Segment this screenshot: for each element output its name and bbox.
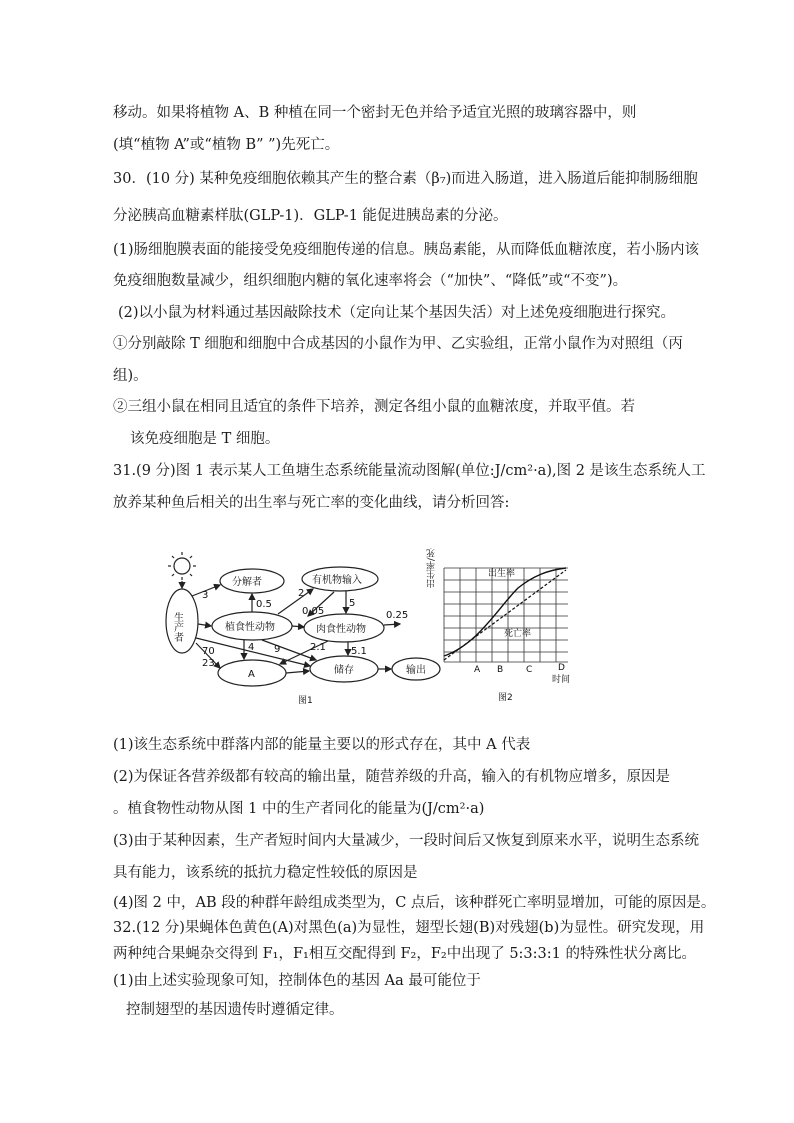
text-line: 。植食物性动物从图 1 中的生产者同化的能量为(J/cm²·a) bbox=[113, 801, 485, 817]
question-31-title: 31.(9 分)图 1 表示某人工鱼塘生态系统能量流动图解(单位:J/cm²·a),图 2 是该生态系统人工 bbox=[113, 463, 706, 479]
value-label: 5.1 bbox=[351, 646, 367, 657]
x-tick: B bbox=[497, 665, 504, 675]
carnivore-label: 肉食性动物 bbox=[316, 624, 366, 635]
text-line: 分泌胰高血糖素样肽(GLP-1)．GLP-1 能促进胰岛素的分泌。 bbox=[113, 208, 508, 224]
text-line: 具有能力，该系统的抵抗力稳定性较低的原因是 bbox=[113, 865, 418, 881]
text-line: (4)图 2 中，AB 段的种群年龄组成类型为，C 点后，该种群死亡率明显增加，可能的原因是。 bbox=[113, 895, 716, 911]
decomposer-label: 分解者 bbox=[232, 577, 262, 588]
value-label: 2 bbox=[298, 588, 305, 599]
x-tick: A bbox=[474, 665, 481, 675]
storage-label: 储存 bbox=[334, 665, 354, 676]
birth-rate-label: 出生率 bbox=[488, 569, 516, 579]
value-label: 70 bbox=[202, 646, 215, 657]
text-line: (1)该生态系统中群落内部的能量主要以的形式存在，其中 A 代表 bbox=[113, 737, 531, 753]
text-line: ②三组小鼠在相同且适宜的条件下培养，测定各组小鼠的血糖浓度，并取平值。若 bbox=[113, 399, 635, 415]
text-line: (填“植物 A”或“植物 B” ”)先死亡。 bbox=[113, 137, 340, 153]
text-line: ①分别敲除 T 细胞和细胞中合成基因的小鼠作为甲、乙实验组，正常小鼠作为对照组（丙 bbox=[113, 336, 683, 352]
figure2-ylabel: 出生率/死亡率 bbox=[427, 548, 437, 588]
producer-label: 生产者 bbox=[171, 612, 183, 642]
death-rate-line bbox=[444, 570, 566, 660]
text-line: 该免疫细胞是 T 细胞。 bbox=[130, 431, 280, 447]
herbivore-label: 植食性动物 bbox=[225, 622, 275, 633]
question-30-title: 30．(10 分) 某种免疫细胞依赖其产生的整合素（β₇)而进入肠道，进入肠道后能抑制肠细胞 bbox=[113, 171, 698, 187]
x-tick: C bbox=[526, 665, 533, 675]
death-rate-label: 死亡率 bbox=[504, 629, 532, 639]
text-line: 两种纯合果蝇杂交得到 F₁，F₁相互交配得到 F₂，F₂中出现了 5:3:3:1 的特殊性状分离比。 bbox=[113, 946, 696, 962]
value-label: 0.5 bbox=[256, 599, 272, 610]
figure1-labels bbox=[172, 573, 427, 706]
a-label: A bbox=[248, 669, 255, 680]
figure2-caption: 图2 bbox=[498, 693, 513, 703]
value-label: 3 bbox=[202, 590, 209, 601]
question-32-title: 32.(12 分)果蝇体色黄色(A)对黑色(a)为显性，翅型长翅(B)对残翅(b)为显性。研究发现，用 bbox=[113, 920, 705, 936]
organic-input-label: 有机物输入 bbox=[312, 575, 362, 586]
text-line: (2)以小鼠为材料通过基因敲除技术（定向让某个基因失活）对上述免疫细胞进行探究。 bbox=[118, 305, 676, 321]
birth-rate-curve bbox=[444, 568, 566, 656]
x-tick: D bbox=[558, 663, 565, 673]
text-line: 移动。如果将植物 A、B 种植在同一个密封无色并给予适宜光照的玻璃容器中，则 bbox=[113, 105, 637, 121]
value-label: 0.25 bbox=[386, 610, 409, 621]
text-line: (3)由于某种因素，生产者短时间内大量减少，一段时间后又恢复到原来水平，说明生态系统 bbox=[113, 833, 700, 849]
sun-icon bbox=[168, 552, 196, 580]
value-label: 9 bbox=[274, 644, 281, 655]
value-label: 4 bbox=[248, 642, 255, 653]
text-line: (1)肠细胞膜表面的能接受免疫细胞传递的信息。胰岛素能，从而降低血糖浓度，若小肠内该 bbox=[113, 242, 700, 258]
text-line: (1)由上述实验现象可知，控制体色的基因 Aa 最可能位于 bbox=[113, 973, 481, 989]
figure1-caption: 图1 bbox=[298, 696, 313, 706]
text-line: 放养某种鱼后相关的出生率与死亡率的变化曲线，请分析回答: bbox=[113, 495, 510, 511]
value-label: 0.05 bbox=[302, 606, 325, 617]
value-label: 5 bbox=[349, 598, 356, 609]
figure2-chart bbox=[427, 548, 571, 703]
figure-area bbox=[148, 548, 608, 708]
figure-svg bbox=[148, 548, 608, 708]
value-label: 23 bbox=[202, 658, 215, 669]
output-label: 输出 bbox=[406, 665, 426, 676]
text-line: 免疫细胞数量减少，组织细胞内糖的氧化速率将会（“加快”、“降低”或“不变”)。 bbox=[113, 273, 628, 289]
figure2-xlabel: 时间 bbox=[552, 675, 571, 685]
text-line: 控制翅型的基因遗传时遵循定律。 bbox=[126, 1002, 344, 1018]
value-label: 2.1 bbox=[310, 642, 326, 653]
text-line: 组)。 bbox=[113, 368, 148, 384]
text-line: (2)为保证各营养级都有较高的输出量，随营养级的升高，输入的有机物应增多，原因是 bbox=[113, 769, 671, 785]
